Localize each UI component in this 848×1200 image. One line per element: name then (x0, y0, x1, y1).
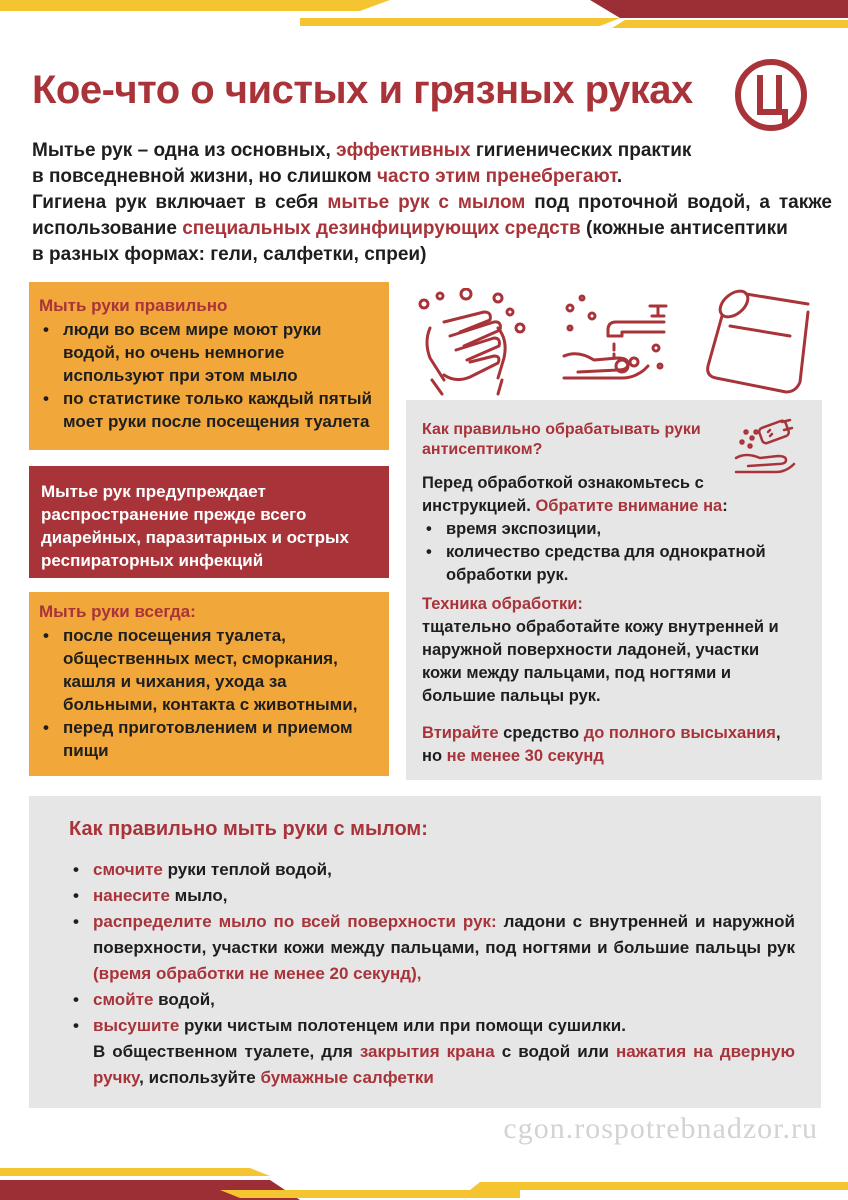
list-item: • нанесите мыло, (69, 883, 795, 909)
hands-washing-icon (410, 288, 530, 398)
soap-panel (29, 796, 821, 1108)
page-title: Кое-что о чистых и грязных руках (32, 68, 693, 112)
card-wash-always (29, 592, 389, 776)
intro-text (32, 138, 832, 268)
paper-towel-icon (700, 286, 810, 396)
list-item: • смочите руки теплой водой, (69, 857, 795, 883)
intro-line-4: использование специальных дезинфицирующих средств (кожные антисептики (32, 218, 788, 239)
faucet-icon (560, 288, 670, 388)
intro-line-3: Гигиена рук включает в себя мытье рук с мылом под проточной водой, а также (32, 192, 832, 213)
antiseptic-heading: Как правильно обрабатывать руки антисептиком? (422, 421, 701, 458)
intro-line-1: Мытье рук – одна из основных, эффективных гигиенических практик (32, 140, 692, 161)
intro-line-2: в повседневной жизни, но слишком часто этим пренебрегают. (32, 166, 623, 187)
list-item: • смойте водой, (69, 987, 795, 1013)
list-item: • перед приготовлением и приемом пищи (39, 716, 377, 762)
intro-line-5: в разных формах: гели, салфетки, спреи) (32, 244, 427, 265)
soap-note: В общественном туалете, для закрытия крана с водой или нажатия на дверную ручку, используйте бумажные салфетки (93, 1042, 795, 1087)
card-wash-always-heading: Мыть руки всегда: (39, 602, 196, 621)
technique-text: тщательно обработайте кожу внутренней и наружной поверхности ладоней, участки кожи между пальцами, под ногтями и большие пальцы рук. (422, 618, 779, 705)
technique-heading: Техника обработки: (422, 595, 583, 613)
soap-heading: Как правильно мыть руки с мылом: (69, 818, 428, 840)
list-item: • люди во всем мире моют руки водой, но очень немногие используют при этом мыло (39, 318, 377, 387)
list-item: • распределите мыло по всей поверхности рук: ладони с внутренней и наружной поверхности, участки кожи между пальцами, под ногтями и большие пальцы рук (время обработки не менее 20 секунд), (69, 909, 795, 987)
bottom-decoration (0, 1158, 848, 1200)
list-item: • после посещения туалета, общественных мест, сморкания, кашля и чихания, ухода за больными, контакта с животными, (39, 624, 377, 716)
list-item: • время экспозиции, (422, 518, 808, 541)
card-prevents (29, 466, 389, 578)
card-wash-right (29, 282, 389, 450)
antiseptic-final: Втирайте средство до полного высыхания, но не менее 30 секунд (422, 724, 781, 765)
sanitizer-spray-icon (730, 418, 800, 478)
card-prevents-text: Мытье рук предупреждает распространение прежде всего диарейных, паразитарных и острых респираторных инфекций (41, 482, 349, 570)
antiseptic-paragraph: Перед обработкой ознакомьтесь с инструкцией. Обратите внимание на: (422, 474, 728, 515)
list-item: • количество средства для однократной обработки рук. (422, 541, 808, 587)
list-item: • высушите руки чистым полотенцем или при помощи сушилки. (69, 1013, 795, 1039)
watermark: cgon.rospotrebnadzor.ru (503, 1112, 818, 1145)
top-decoration (0, 0, 848, 40)
card-wash-right-heading: Мыть руки правильно (39, 296, 228, 315)
list-item: • по статистике только каждый пятый моет руки после посещения туалета (39, 387, 377, 433)
logo-icon (734, 58, 808, 132)
